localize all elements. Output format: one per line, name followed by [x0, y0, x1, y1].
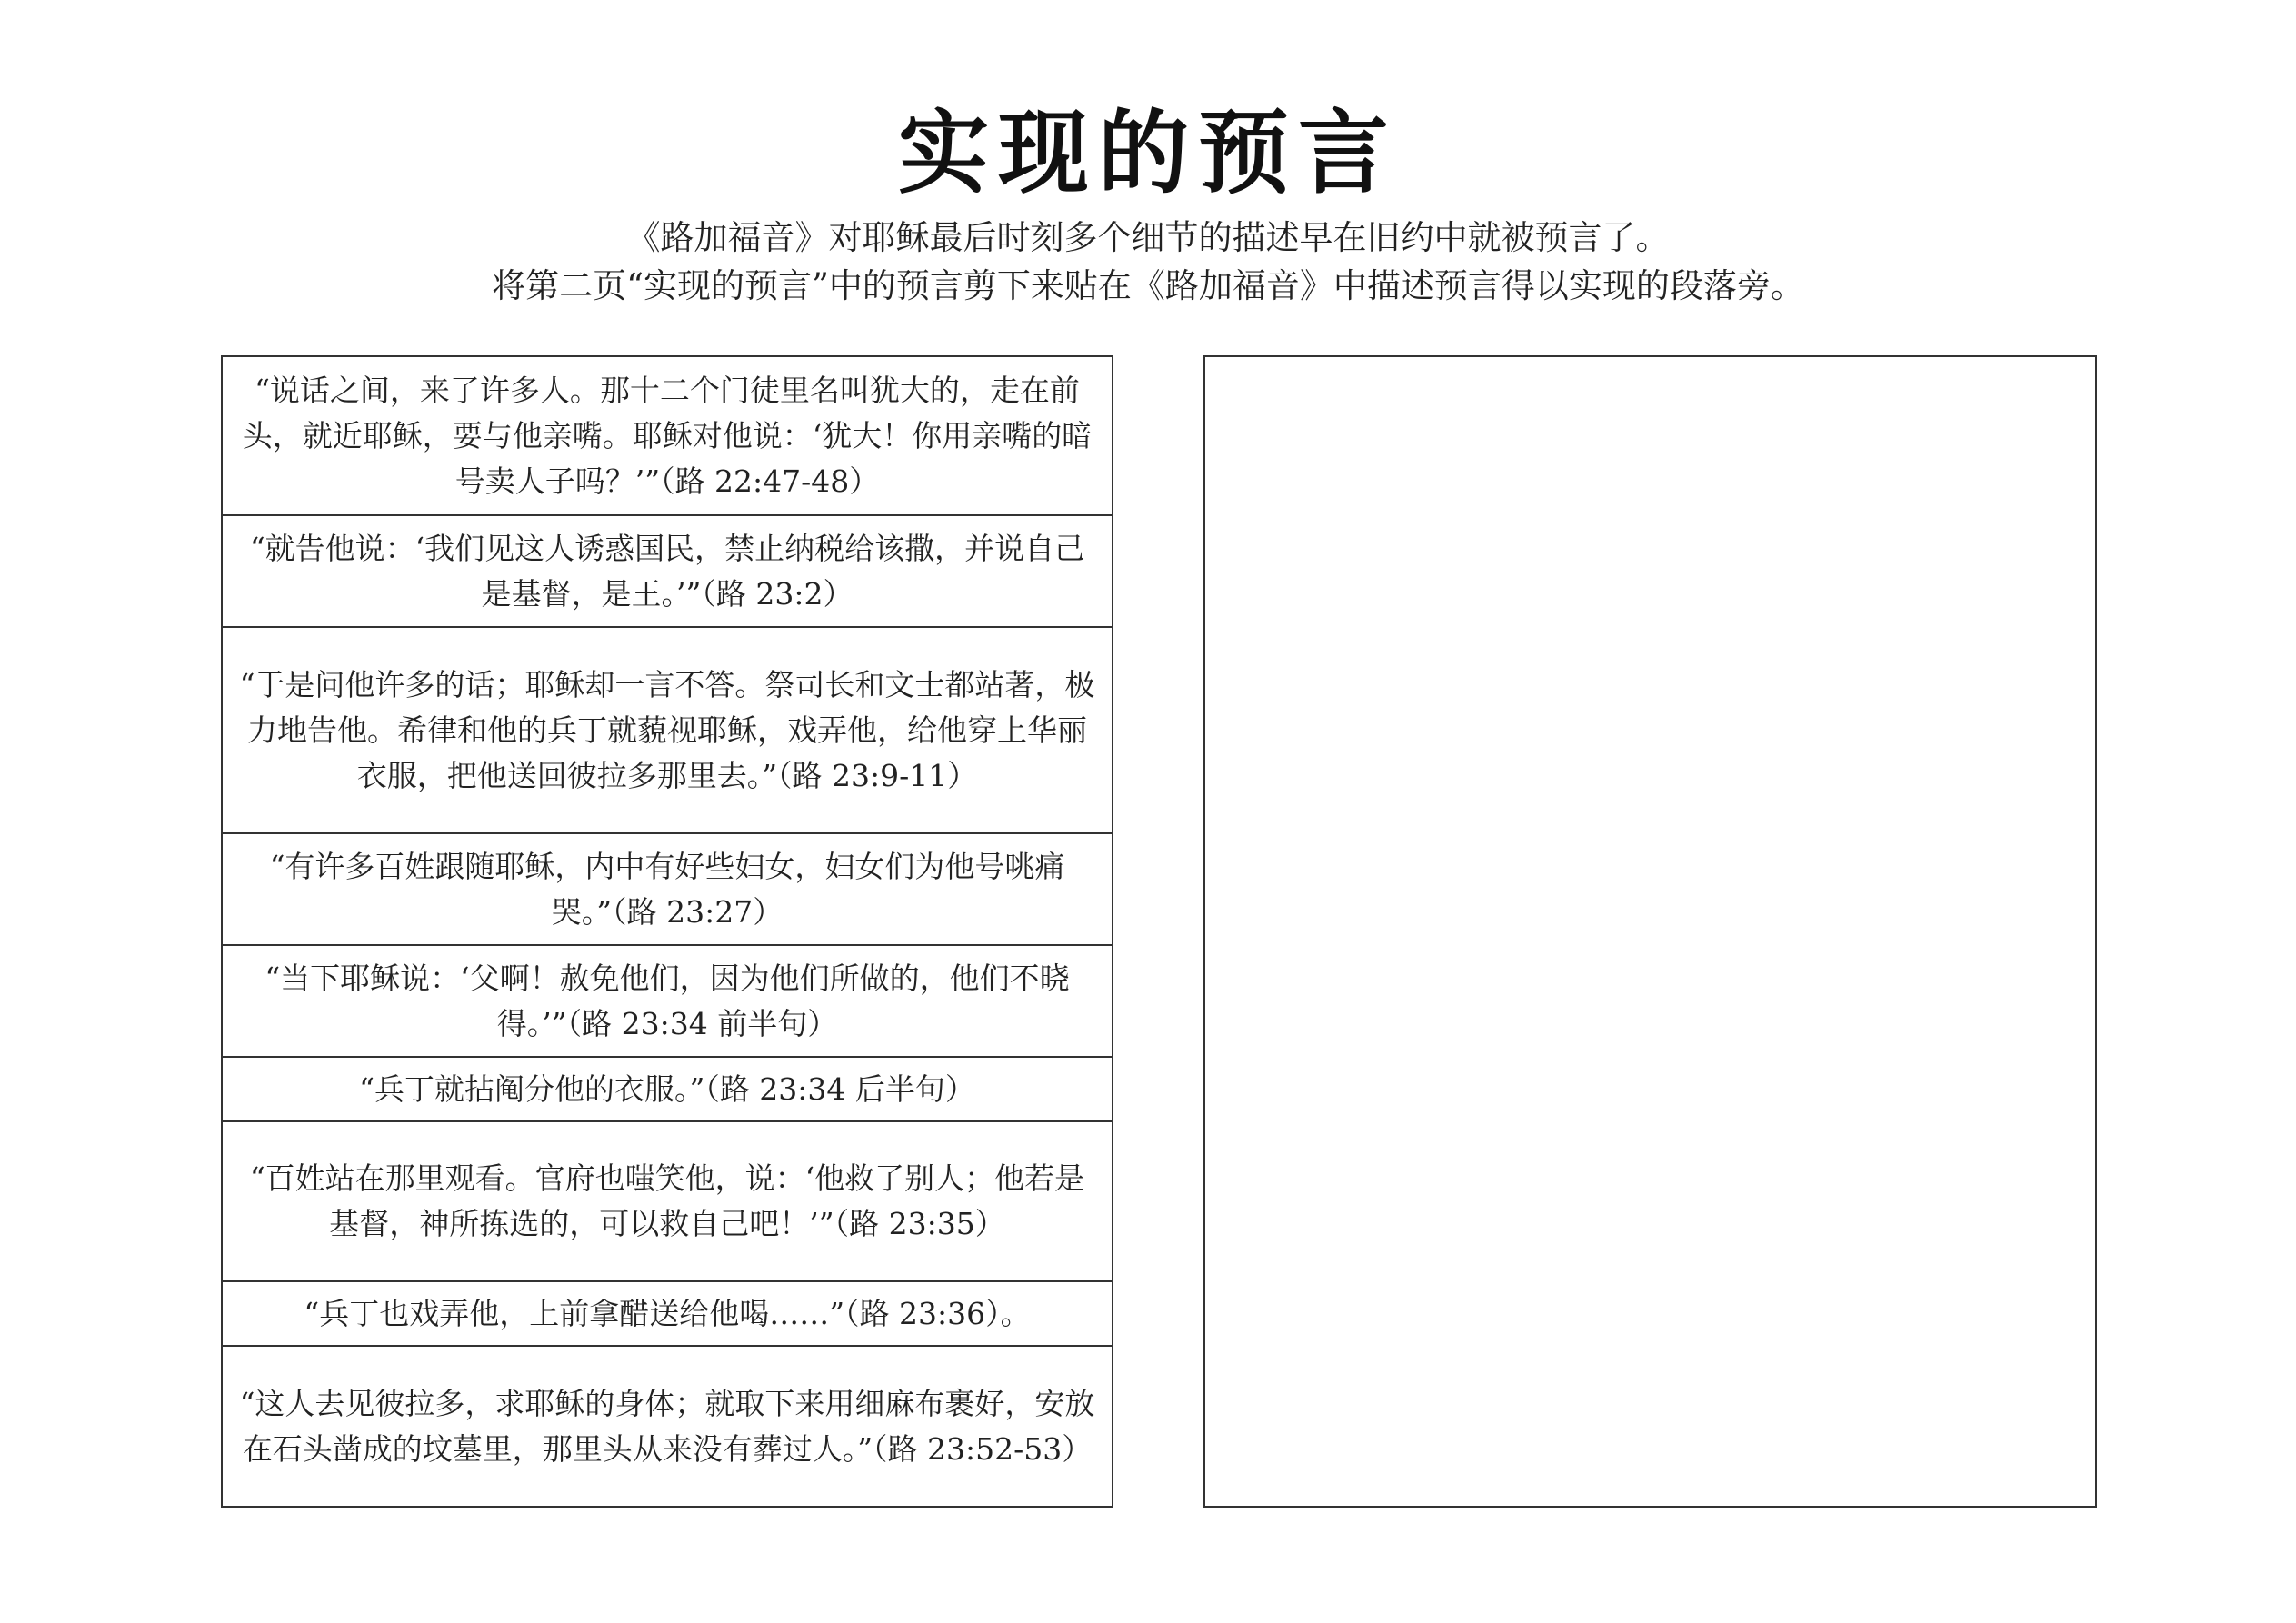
instruction-line-2: 将第二页“实现的预言”中的预言剪下来贴在《路加福音》中描述预言得以实现的段落旁。 — [492, 266, 1804, 305]
quote-text: “百姓站在那里观看。官府也嗤笑他，说：‘他救了别人；他若是基督，神所拣选的，可以救自己吧！’”（路 23:35） — [249, 1160, 1085, 1241]
quote-cell-luke-23-9 — [223, 626, 1112, 832]
quote-cell-luke-23-52 — [223, 1345, 1112, 1506]
quote-cell-luke-23-27 — [223, 832, 1112, 944]
quote-cell-luke-23-2 — [223, 514, 1112, 626]
quote-text: “于是问他许多的话；耶稣却一言不答。祭司长和文士都站著，极力地告他。希律和他的兵丁就藐视耶稣，戏弄他，给他穿上华丽衣服，把他送回彼拉多那里去。”（路 23:9-11） — [239, 666, 1095, 793]
quote-text: “当下耶稣说：‘父啊！赦免他们，因为他们所做的，他们不晓得。’”（路 23:34 前半句） — [265, 960, 1070, 1041]
quote-text: “说话之间，来了许多人。那十二个门徒里名叫犹大的，走在前头，就近耶稣，要与他亲嘴。耶稣对他说：‘犹大！你用亲嘴的暗号卖人子吗？’”（路 22:47-48） — [242, 372, 1093, 499]
quote-text: “这人去见彼拉多，求耶稣的身体；就取下来用细麻布裹好，安放在石头凿成的坟墓里，那里头从来没有葬过人。”（路 23:52-53） — [239, 1385, 1095, 1467]
quote-cell-luke-23-34a — [223, 944, 1112, 1056]
quote-text: “就告他说：‘我们见这人诱惑国民，禁止纳税给该撒，并说自己是基督，是王。’”（路 23:2） — [249, 530, 1085, 612]
quote-text: “有许多百姓跟随耶稣，内中有好些妇女，妇女们为他号咷痛哭。”（路 23:27） — [269, 848, 1065, 930]
quote-text: “兵丁就拈阄分他的衣服。”（路 23:34 后半句） — [359, 1070, 975, 1107]
quote-text: “兵丁也戏弄他，上前拿醋送给他喝……”（路 23:36）。 — [304, 1295, 1031, 1331]
quote-cell-luke-23-35 — [223, 1120, 1112, 1280]
instruction-line-1: 《路加福音》对耶稣最后时刻多个细节的描述早在旧约中就被预言了。 — [626, 218, 1670, 257]
quote-cell-luke-23-36 — [223, 1280, 1112, 1345]
page-title: 实现的预言 — [898, 99, 1398, 206]
paste-area-box — [1203, 355, 2097, 1508]
quote-cell-luke-23-34b — [223, 1056, 1112, 1120]
quote-cell-luke-22-47 — [223, 357, 1112, 514]
scripture-quote-table — [221, 355, 1113, 1508]
